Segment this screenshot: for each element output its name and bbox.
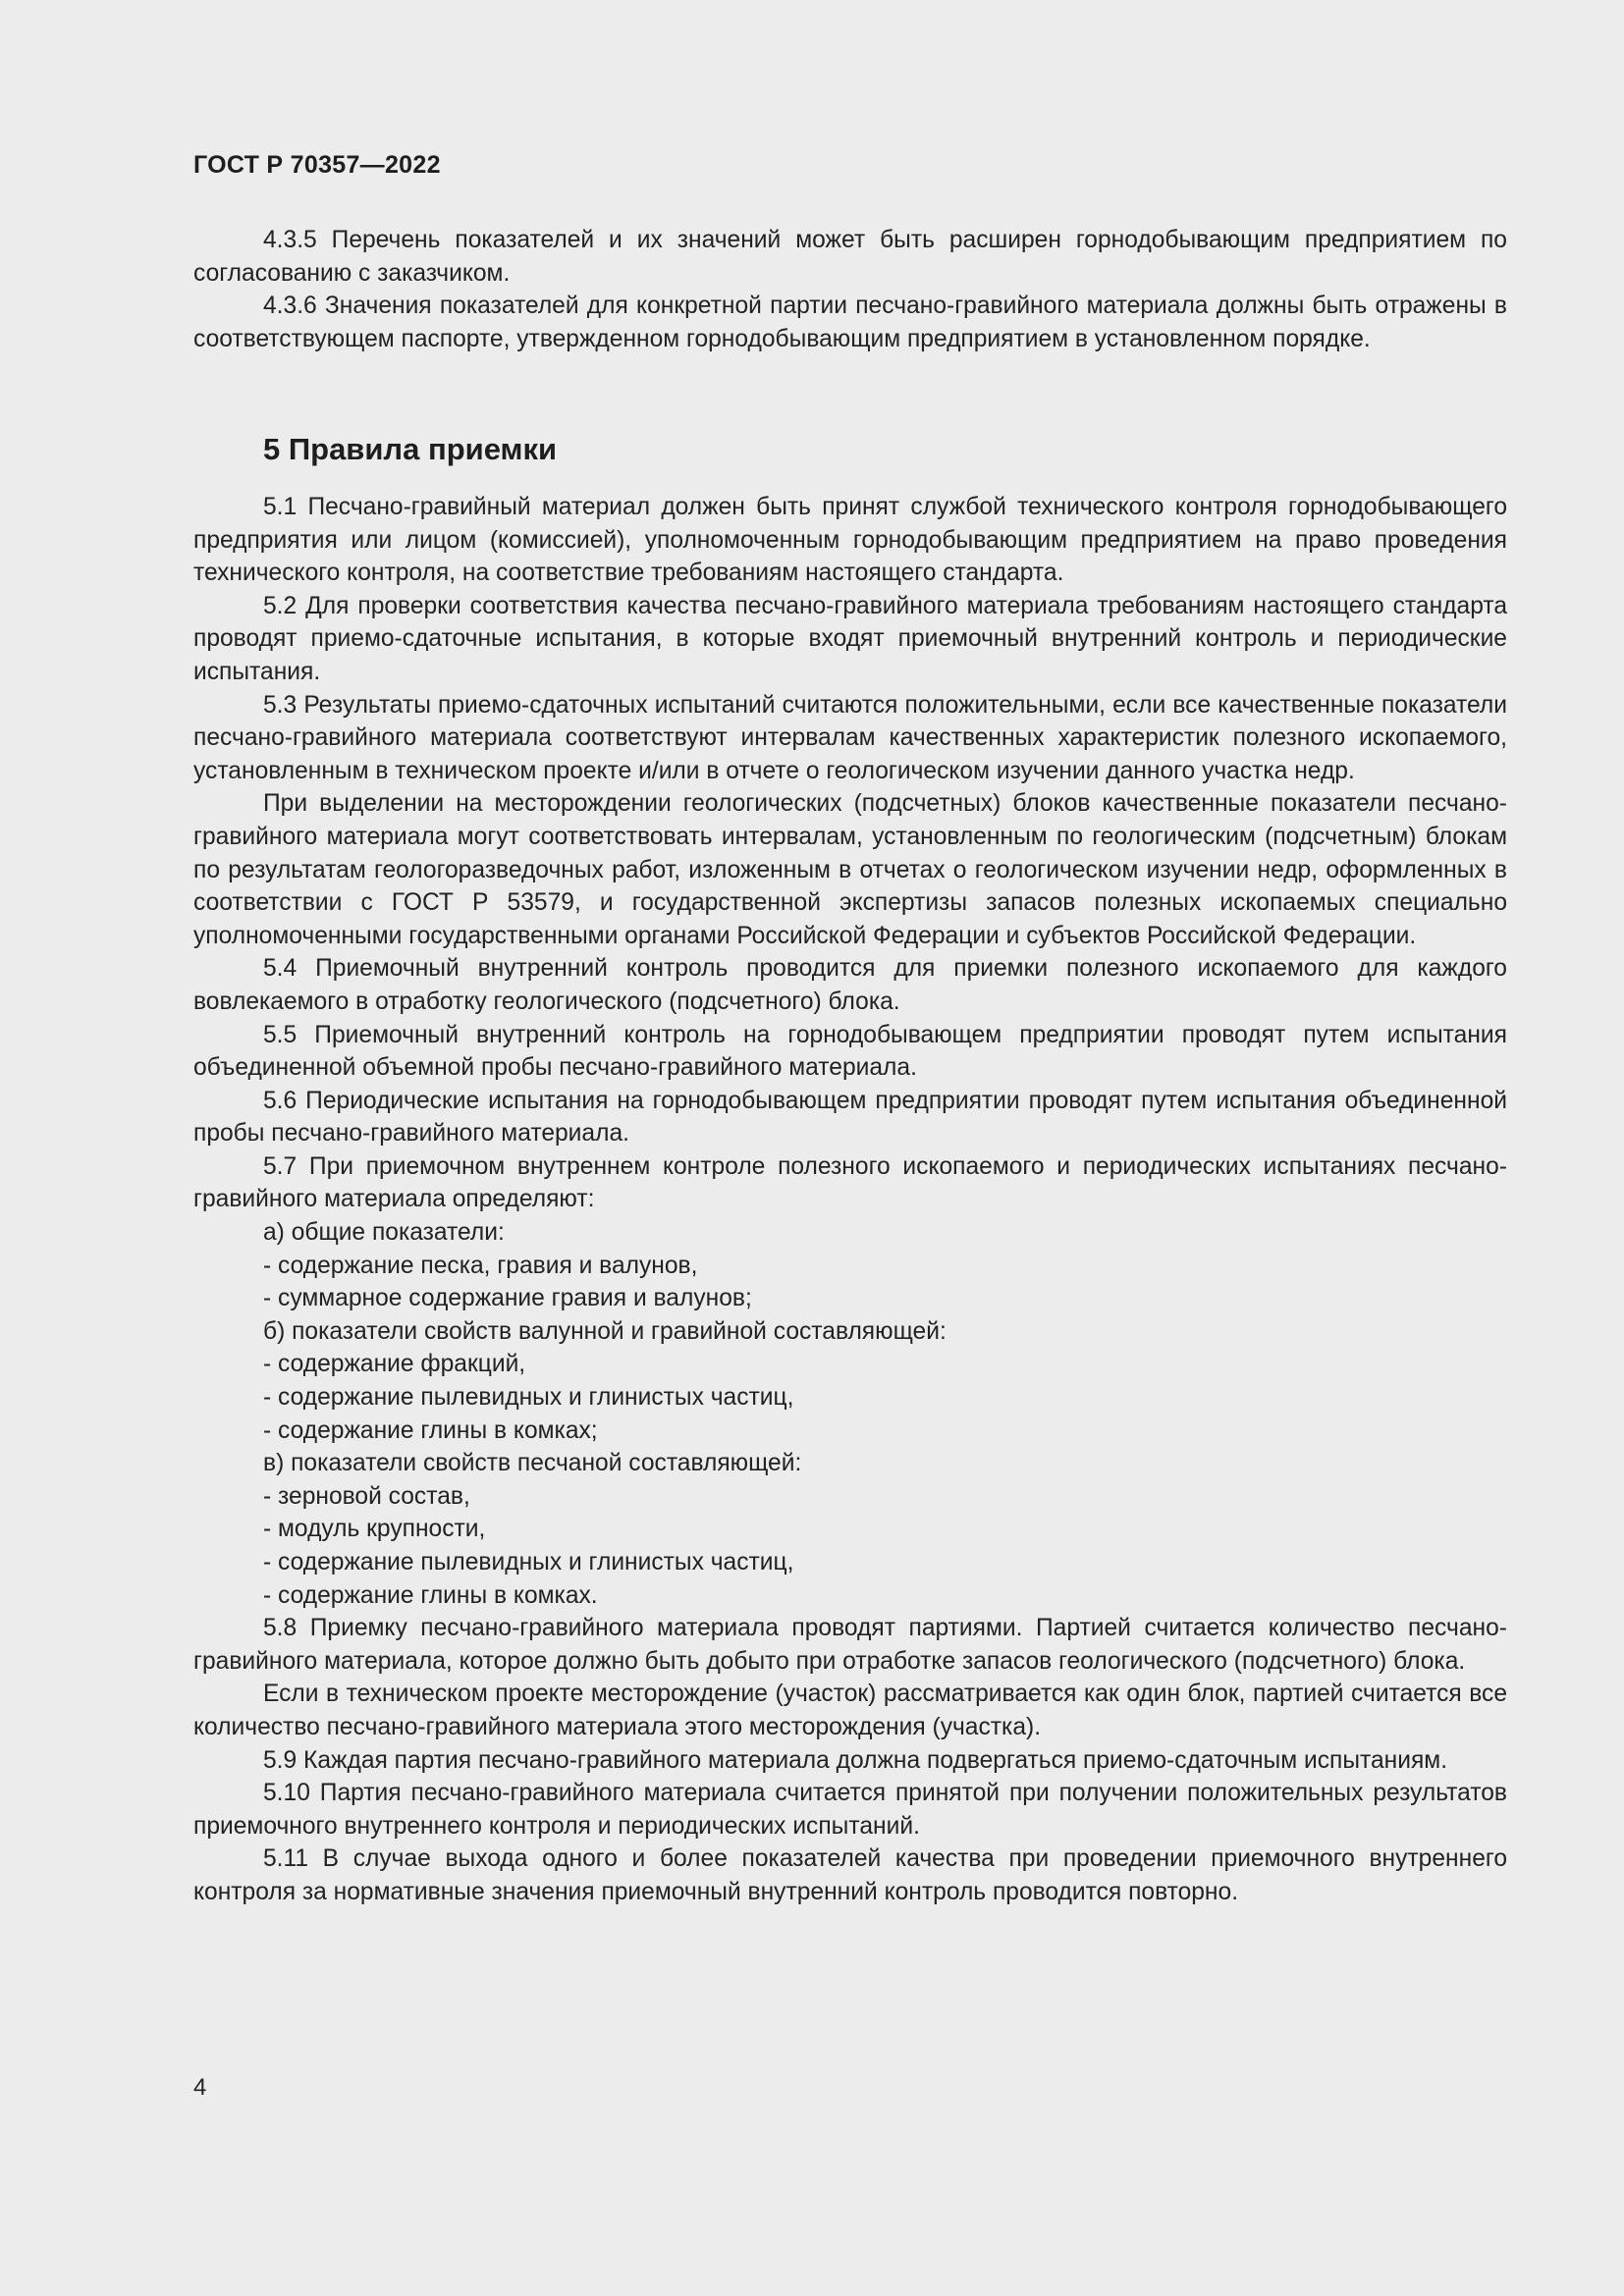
list-item: в) показатели свойств песчаной составляющей: [263,1450,802,1477]
document-code-header: ГОСТ Р 70357—2022 [193,151,441,179]
paragraph-5-8-note: Если в техническом проекте месторождение (участок) рассматривается как один блок, партией считается все количество песчано-гравийного материала этого месторождения (участка). [193,1681,1507,1740]
paragraph-5-4: 5.4 Приемочный внутренний контроль проводится для приемки полезного ископаемого для каждого вовлекаемого в отработку геологического (подсчетного) блока. [193,955,1507,1015]
paragraph-5-10: 5.10 Партия песчано-гравийного материала считается принятой при получении положительных результатов приемочного внутреннего контроля и периодических испытаний. [193,1780,1507,1840]
paragraph-4-3-6: 4.3.6 Значения показателей для конкретной партии песчано-гравийного материала должны быть отражены в соответствующем паспорте, утвержденном горнодобывающим предприятием в установленном порядке. [193,293,1507,352]
paragraph-5-6: 5.6 Периодические испытания на горнодобывающем предприятии проводят путем испытания объединенной пробы песчано-гравийного материала. [193,1087,1507,1148]
list-item: а) общие показатели: [263,1219,505,1247]
list-item: - содержание глины в комках; [263,1416,598,1444]
paragraph-5-1: 5.1 Песчано-гравийный материал должен быть принят службой технического контроля горнодобывающего предприятия или лицом (комиссией), уполномоченным горнодобывающим предприятием на право проведения технического контроля, на соответствие требованиям настоящего стандарта. [193,494,1507,587]
section-5-title: 5 Правила приемки [263,432,558,466]
list-item: - содержание пылевидных и глинистых частиц, [263,1384,794,1412]
paragraph-5-11: 5.11 В случае выхода одного и более показателей качества при проведении приемочного внутреннего контроля за нормативные значения приемочный внутренний контроль проводится повторно. [193,1845,1507,1905]
list-item: б) показатели свойств валунной и гравийной составляющей: [263,1317,947,1345]
list-item: - модуль крупности, [263,1516,486,1543]
paragraph-5-5: 5.5 Приемочный внутренний контроль на горнодобывающем предприятии проводят путем испытания объединенной объемной пробы песчано-гравийного материала. [193,1021,1507,1082]
paragraph-5-3: 5.3 Результаты приемо-сдаточных испытаний считаются положительными, если все качественные показатели песчано-гравийного материала соответствуют интервалам качественных характеристик полезного ископаемого, установленным в техническом проекте и/или в отчете о геологическом изучении данного участка недр. [193,691,1507,784]
paragraph-5-2: 5.2 Для проверки соответствия качества песчано-гравийного материала требованиям настоящего стандарта проводят приемо-сдаточные испытания, в которые входят приемочный внутренний контроль и периодические испытания. [193,592,1507,685]
paragraph-4-3-5: 4.3.5 Перечень показателей и их значений может быть расширен горнодобывающим предприятием по согласованию с заказчиком. [193,227,1507,287]
list-item: - зерновой состав, [263,1482,470,1510]
list-item: - содержание песка, гравия и валунов, [263,1252,698,1279]
paragraph-5-8: 5.8 Приемку песчано-гравийного материала проводят партиями. Партией считается количество песчано-гравийного материала, которое должно быть добыто при отработке запасов геологического (подсчетного) блока. [193,1615,1507,1675]
paragraph-5-9: 5.9 Каждая партия песчано-гравийного материала должна подвергаться приемо-сдаточным испытаниям. [263,1746,1448,1774]
paragraph-5-7: 5.7 При приемочном внутреннем контроле полезного ископаемого и периодических испытаниях песчано-гравийного материала определяют: [193,1152,1507,1213]
list-item: - содержание фракций, [263,1351,526,1378]
section-4-continuation [193,224,1507,355]
list-item: - содержание глины в комках. [263,1581,598,1609]
page-number: 4 [193,2074,207,2101]
paragraph-5-3-note: При выделении на месторождении геологических (подсчетных) блоков качественные показатели песчано-гравийного материала могут соответствовать интервалам, установленным по геологическим (подсчетным) блокам по результатам геологоразведочных работ, изложенным в отчетах о геологическом изучении недр, оформленных в соответствии с ГОСТ Р 53579, и государственной экспертизы запасов полезных ископаемых специально уполномоченными государственными органами Российской Федерации и субъектов Российской Федерации. [193,790,1507,949]
list-item: - суммарное содержание гравия и валунов; [263,1285,752,1312]
list-item: - содержание пылевидных и глинистых частиц, [263,1549,794,1575]
section-5-body [193,491,1507,1909]
